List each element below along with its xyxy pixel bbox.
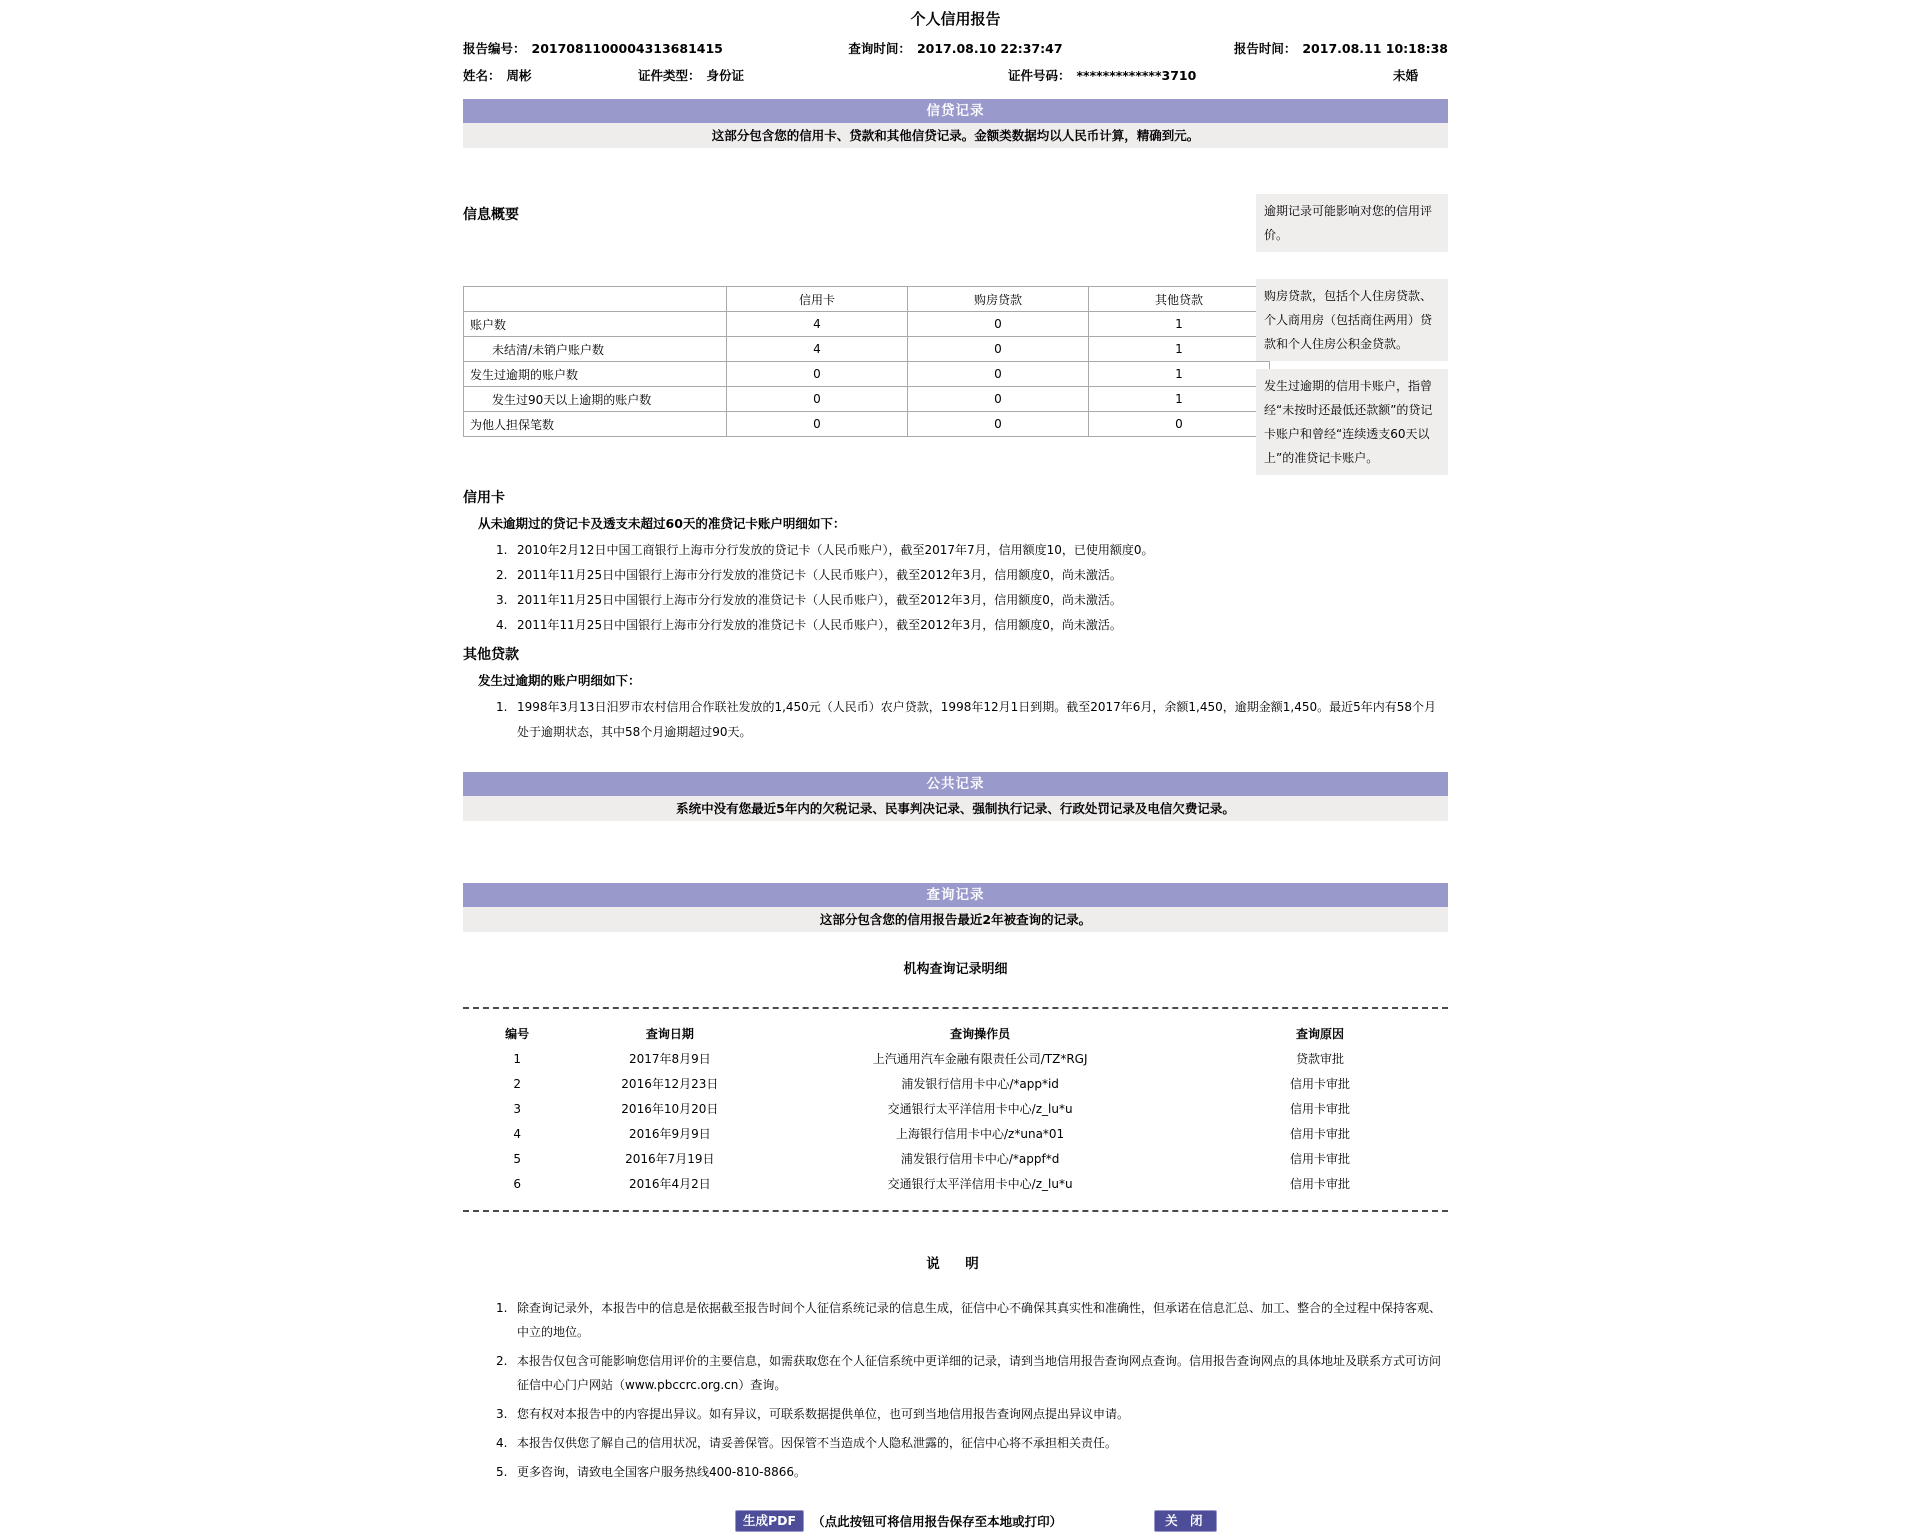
summary-title: 信息概要 xyxy=(463,207,519,223)
credit-card-title: 信用卡 xyxy=(463,490,505,506)
cell-value: 1 xyxy=(1089,312,1270,337)
list-item: 2010年2月12日中国工商银行上海市分行发放的贷记卡（人民币账户），截至2017年7月，信用额度10，已使用额度0。 xyxy=(517,543,1154,557)
generate-pdf-button[interactable]: 生成PDF xyxy=(735,1510,804,1532)
row-label: 为他人担保笔数 xyxy=(464,412,727,437)
table-row xyxy=(463,1146,1448,1171)
credit-card-intro: 从未逾期过的贷记卡及透支未超过60天的准贷记卡账户明细如下： xyxy=(478,516,846,531)
query-col-reason: 查询原因 xyxy=(1295,1027,1344,1041)
cell-value: 1 xyxy=(1089,362,1270,387)
cell-value: 0 xyxy=(908,337,1089,362)
query-col-operator: 查询操作员 xyxy=(950,1027,1011,1041)
cell-value: 0 xyxy=(908,312,1089,337)
cell-operator: 交通银行太平洋信用卡中心/z_lu*u xyxy=(887,1177,1073,1191)
table-row xyxy=(463,1046,1448,1071)
table-row xyxy=(463,1121,1448,1146)
row-label: 账户数 xyxy=(464,312,727,337)
table-row xyxy=(463,1071,1448,1096)
cell-date: 2016年4月2日 xyxy=(628,1177,711,1191)
dashed-divider xyxy=(463,1210,1448,1212)
sidebar-note-overdue: 逾期记录可能影响对您的信用评价。 xyxy=(1256,194,1448,252)
cell-value: 0 xyxy=(727,412,908,437)
row-label: 发生过逾期的账户数 xyxy=(464,362,727,387)
report-time-label: 报告时间： xyxy=(1233,41,1297,56)
cell-no: 2 xyxy=(513,1076,521,1091)
list-item: 2011年11月25日中国银行上海市分行发放的准贷记卡（人民币账户），截至2012年3月，信用额度0，尚未激活。 xyxy=(517,593,1122,607)
query-header-row xyxy=(463,1021,1448,1046)
list-item: 更多咨询，请致电全国客户服务热线400-810-8866。 xyxy=(517,1465,807,1479)
summary-col-home-loan: 购房贷款 xyxy=(908,287,1089,312)
person-name xyxy=(463,66,638,84)
table-row xyxy=(464,362,1270,387)
cell-value: 0 xyxy=(908,362,1089,387)
row-label: 未结清/未销户账户数 xyxy=(464,337,727,362)
report-number xyxy=(463,39,791,57)
page-title: 个人信用报告 xyxy=(910,10,1001,28)
cell-operator: 浦发银行信用卡中心/*app*id xyxy=(901,1077,1059,1091)
id-type xyxy=(638,66,1008,84)
summary-col-blank xyxy=(464,287,727,312)
summary-header-row xyxy=(464,287,1270,312)
cell-operator: 交通银行太平洋信用卡中心/z_lu*u xyxy=(887,1102,1073,1116)
table-row xyxy=(464,387,1270,412)
report-number-value: 2017081100004313681415 xyxy=(531,41,723,56)
statement-title: 说 明 xyxy=(926,1256,985,1272)
cell-date: 2016年10月20日 xyxy=(621,1102,719,1116)
public-section-subtitle: 系统中没有您最近5年内的欠税记录、民事判决记录、强制执行记录、行政处罚记录及电信欠费记录。 xyxy=(463,796,1448,821)
credit-section-subtitle: 这部分包含您的信用卡、贷款和其他信贷记录。金额类数据均以人民币计算，精确到元。 xyxy=(463,123,1448,148)
cell-no: 4 xyxy=(513,1126,521,1141)
cell-no: 5 xyxy=(513,1151,521,1166)
cell-reason: 信用卡审批 xyxy=(1289,1077,1350,1091)
cell-value: 0 xyxy=(908,412,1089,437)
cell-no: 3 xyxy=(513,1101,521,1116)
statement-list xyxy=(463,1296,1448,1484)
footer-actions xyxy=(463,1510,1448,1532)
list-item: 1998年3月13日汨罗市农村信用合作联社发放的1,450元（人民币）农户贷款，1998年12月1日到期。截至2017年6月，余额1,450，逾期金额1,450。最近5年内有58个月处于逾期状态，其中58个月逾期超过90天。 xyxy=(517,700,1437,739)
cell-value: 4 xyxy=(727,337,908,362)
id-number xyxy=(1008,66,1393,84)
report-container xyxy=(463,0,1448,1532)
public-section-header: 公共记录 xyxy=(463,772,1448,796)
query-table xyxy=(463,1021,1448,1196)
id-type-label: 证件类型： xyxy=(638,68,701,83)
report-meta-row xyxy=(463,39,1448,57)
summary-col-credit-card: 信用卡 xyxy=(727,287,908,312)
cell-reason: 信用卡审批 xyxy=(1289,1152,1350,1166)
credit-section-header: 信贷记录 xyxy=(463,99,1448,123)
cell-operator: 浦发银行信用卡中心/*appf*d xyxy=(900,1152,1060,1166)
cell-reason: 信用卡审批 xyxy=(1289,1127,1350,1141)
id-number-label: 证件号码： xyxy=(1008,68,1071,83)
cell-reason: 信用卡审批 xyxy=(1289,1177,1350,1191)
cell-date: 2017年8月9日 xyxy=(628,1052,711,1066)
query-time-value: 2017.08.10 22:37:47 xyxy=(916,41,1063,56)
table-row xyxy=(464,337,1270,362)
cell-operator: 上海银行信用卡中心/z*una*01 xyxy=(896,1127,1065,1141)
query-section-header: 查询记录 xyxy=(463,883,1448,907)
close-button[interactable]: 关 闭 xyxy=(1154,1510,1217,1532)
report-time xyxy=(1120,39,1448,57)
query-time xyxy=(791,39,1119,57)
cell-date: 2016年7月19日 xyxy=(625,1152,715,1166)
list-item: 2011年11月25日中国银行上海市分行发放的准贷记卡（人民币账户），截至2012年3月，信用额度0，尚未激活。 xyxy=(517,618,1122,632)
marital-status: 未婚 xyxy=(1393,68,1419,83)
query-detail-title: 机构查询记录明细 xyxy=(903,962,1008,977)
list-item: 本报告仅包含可能影响您信用评价的主要信息，如需获取您在个人征信系统中更详细的记录，请到当地信用报告查询网点查询。信用报告查询网点的具体地址及联系方式可访问征信中心门户网站（www.pbccrc.org.cn）查询。 xyxy=(517,1354,1442,1392)
cell-value: 4 xyxy=(727,312,908,337)
cell-value: 0 xyxy=(908,387,1089,412)
query-section-subtitle: 这部分包含您的信用报告最近2年被查询的记录。 xyxy=(463,907,1448,932)
summary-col-other-loan: 其他贷款 xyxy=(1089,287,1270,312)
table-row xyxy=(464,312,1270,337)
cell-reason: 信用卡审批 xyxy=(1289,1102,1350,1116)
id-type-value: 身份证 xyxy=(706,68,745,83)
cell-no: 1 xyxy=(513,1051,521,1066)
cell-date: 2016年12月23日 xyxy=(621,1077,719,1091)
cell-reason: 贷款审批 xyxy=(1295,1052,1344,1066)
query-time-label: 查询时间： xyxy=(848,41,911,56)
query-col-date: 查询日期 xyxy=(645,1027,694,1041)
person-meta-row xyxy=(463,66,1448,84)
cell-value: 1 xyxy=(1089,387,1270,412)
name-label: 姓名： xyxy=(463,68,501,83)
cell-value: 1 xyxy=(1089,337,1270,362)
dashed-divider xyxy=(463,1007,1448,1009)
other-loans-title: 其他贷款 xyxy=(463,647,519,663)
credit-card-list xyxy=(463,538,1448,638)
pdf-button-caption: （点此按钮可将信用报告保存至本地或打印） xyxy=(812,1514,1063,1529)
list-item: 除查询记录外，本报告中的信息是依据截至报告时间个人征信系统记录的信息生成，征信中心不确保其真实性和准确性，但承诺在信息汇总、加工、整合的全过程中保持客观、中立的地位。 xyxy=(517,1301,1442,1339)
credit-summary-area xyxy=(463,148,1448,481)
table-row xyxy=(463,1096,1448,1121)
cell-value: 0 xyxy=(1089,412,1270,437)
sidebar-note-overdue-card: 发生过逾期的信用卡账户，指曾经“未按时还最低还款额”的贷记卡账户和曾经“连续透支60天以上”的准贷记卡账户。 xyxy=(1256,369,1448,475)
name-value: 周彬 xyxy=(506,68,532,83)
list-item: 您有权对本报告中的内容提出异议。如有异议，可联系数据提供单位，也可到当地信用报告查询网点提出异议申请。 xyxy=(517,1407,1130,1421)
id-number-value: *************3710 xyxy=(1076,68,1197,83)
query-col-no: 编号 xyxy=(505,1027,530,1041)
cell-date: 2016年9月9日 xyxy=(628,1127,711,1141)
other-loans-intro: 发生过逾期的账户明细如下： xyxy=(478,673,641,688)
table-row xyxy=(464,412,1270,437)
list-item: 2011年11月25日中国银行上海市分行发放的准贷记卡（人民币账户），截至2012年3月，信用额度0，尚未激活。 xyxy=(517,568,1122,582)
cell-value: 0 xyxy=(727,362,908,387)
report-number-label: 报告编号： xyxy=(463,41,526,56)
summary-table xyxy=(463,286,1270,437)
cell-value: 0 xyxy=(727,387,908,412)
list-item: 本报告仅供您了解自己的信用状况，请妥善保管。因保管不当造成个人隐私泄露的，征信中心将不承担相关责任。 xyxy=(517,1436,1118,1450)
row-label: 发生过90天以上逾期的账户数 xyxy=(464,387,727,412)
cell-no: 6 xyxy=(513,1176,521,1191)
sidebar-note-home-loan: 购房贷款，包括个人住房贷款、个人商用房（包括商住两用）贷款和个人住房公积金贷款。 xyxy=(1256,279,1448,361)
cell-operator: 上汽通用汽车金融有限责任公司/TZ*RGJ xyxy=(872,1052,1088,1066)
report-time-value: 2017.08.11 10:18:38 xyxy=(1302,41,1448,56)
other-loans-list xyxy=(463,695,1448,745)
table-row xyxy=(463,1171,1448,1196)
